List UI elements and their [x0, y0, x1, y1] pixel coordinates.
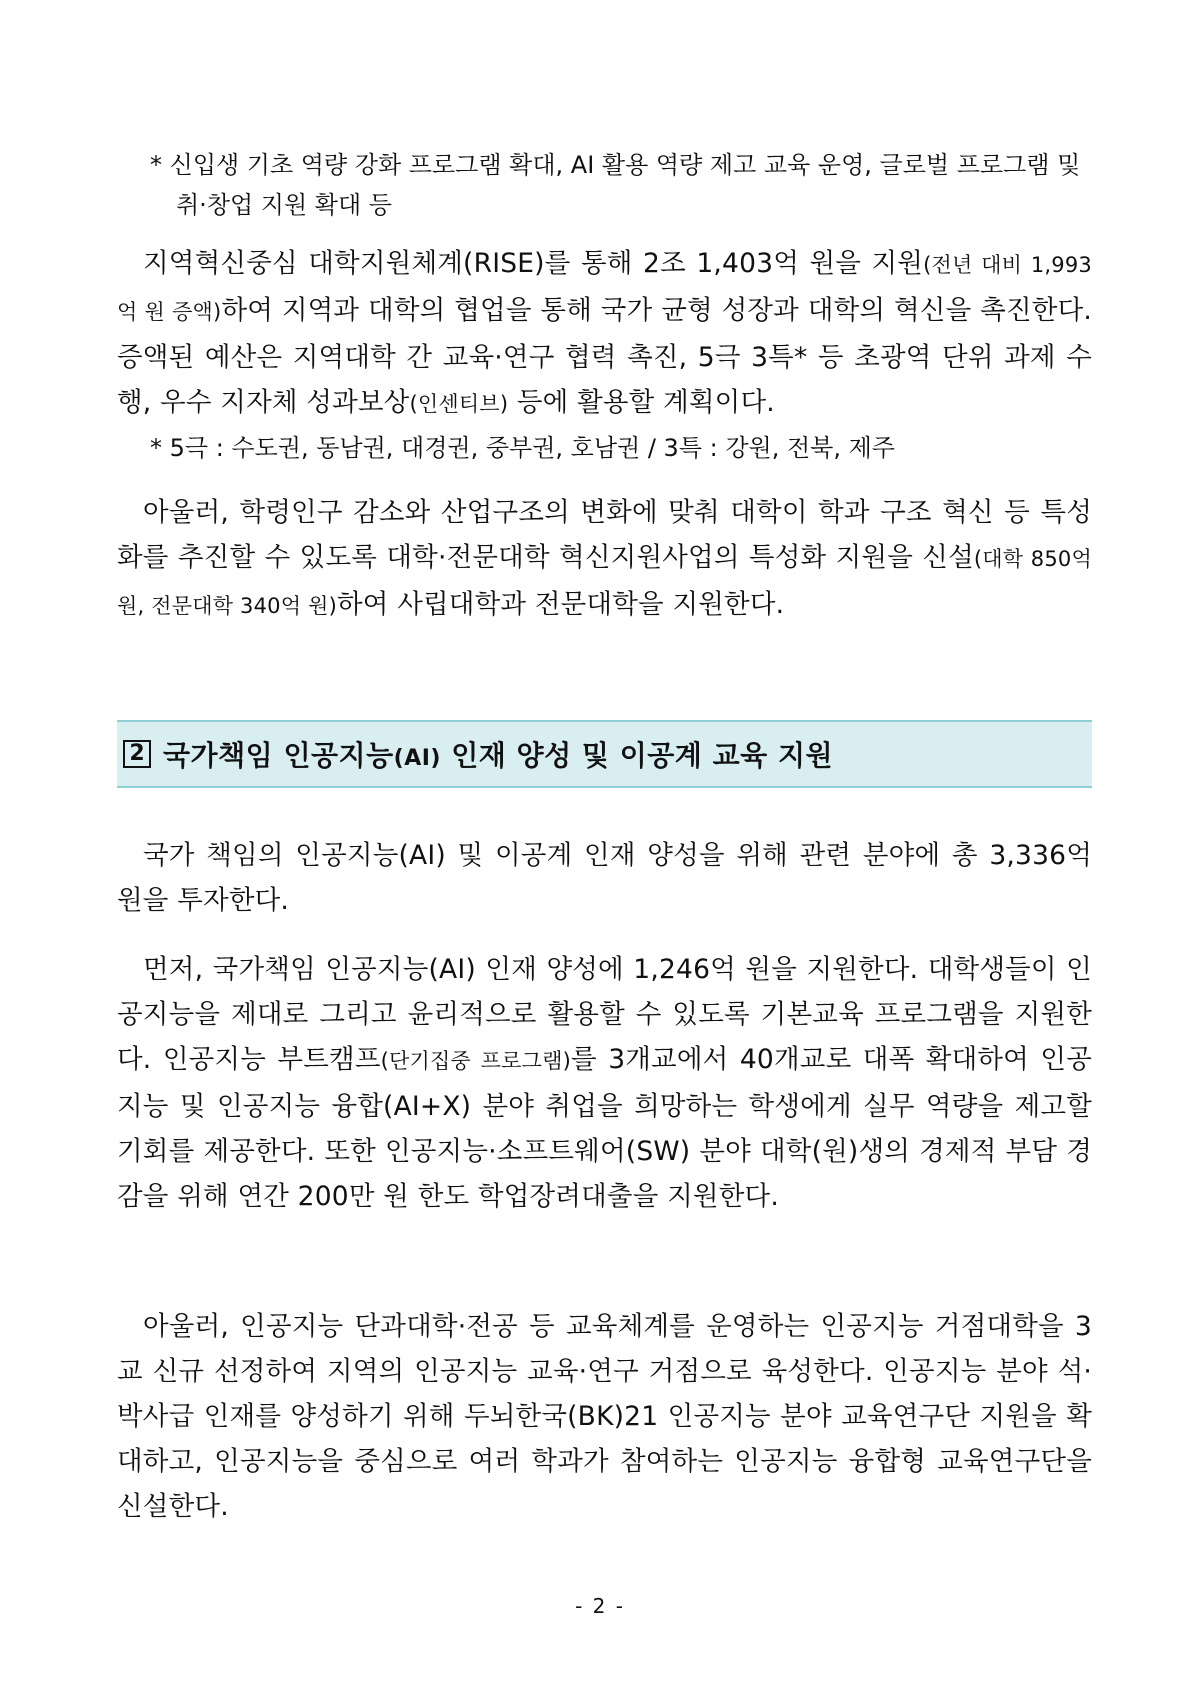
section-title	[163, 734, 833, 774]
rise-text-3: 하여 지역과 대학의 협업을 통해 국가 균형 성장과 대학의 혁신을 촉진한다. 증액된 예산은 지역대학 간 교육·연구 협력 촉진, 5극 3특* 등 초광역 단위 과제 수행, 우수 지자체 성과보상	[117, 295, 1092, 418]
paragraph-investment: 국가 책임의 인공지능(AI) 및 이공계 인재 양성을 위해 관련 분야에 총 3,336억 원을 투자한다.	[117, 840, 1092, 916]
rise-text-5: 등에 활용할 계획이다.	[508, 387, 775, 418]
section-header	[117, 720, 1092, 788]
footnote-regions: * 5극 : 수도권, 동남권, 대경권, 중부권, 호남권 / 3특 : 강원, 전북, 제주	[150, 434, 895, 462]
page-number: - 2 -	[575, 1594, 625, 1618]
paragraph-hub-universities: 아울러, 인공지능 단과대학·전공 등 교육체계를 운영하는 인공지능 거점대학을 3교 신규 선정하여 지역의 인공지능 교육·연구 거점으로 육성한다. 인공지능 분야 석·박사급 인재를 양성하기 위해 두뇌한국(BK)21 인공지능 분야 교육연구단 지원을 확대하고, 인공지능을 중심으로 여러 학과가 참여하는 인공지능 융합형 교육연구단을 신설한다.	[117, 1311, 1092, 1522]
ai-text-1: 먼저, 국가책임 인공지능(AI) 인재 양성에 1,246억 원을 지원한다. 대학생들이 인공지능을 제대로 그리고 윤리적으로 활용할 수 있도록 기본교육 프로그램을 지원한다. 인공지능 부트캠프	[117, 954, 1092, 1075]
ai-text-3: 를 3개교에서 40개교로 대폭 확대하여 인공지능 및 인공지능 융합(AI+X) 분야 취업을 희망하는 학생에게 실무 역량을 제고할 기회를 제공한다. 또한 인공지능·소프트웨어(SW) 분야 대학(원)생의 경제적 부담 경감을 위해 연간 200만 원 한도 학업장려대출을 지원한다.	[117, 1044, 1092, 1212]
spec-text-3: 하여 사립대학과 전문대학을 지원한다.	[336, 589, 785, 620]
paragraph-rise	[117, 241, 1092, 427]
section-number-box: 2	[123, 740, 151, 768]
rise-text-2: (전년 대비 1,993억 원 증액)	[117, 253, 1092, 324]
paragraph-ai-talent	[117, 947, 1092, 1219]
ai-text-2: (단기집중 프로그램)	[380, 1049, 571, 1073]
section-title-1: 국가책임 인공지능	[163, 739, 394, 772]
rise-text-4: (인센티브)	[409, 392, 509, 416]
footnote-programs: * 신입생 기초 역량 강화 프로그램 확대, AI 활용 역량 제고 교육 운영, 글로벌 프로그램 및 취·창업 지원 확대 등	[150, 151, 1081, 219]
spec-text-2: (대학 850억 원, 전문대학 340억 원)	[117, 547, 1092, 618]
paragraph-specialization	[117, 490, 1092, 629]
spec-text-1: 아울러, 학령인구 감소와 산업구조의 변화에 맞춰 대학이 학과 구조 혁신 등 특성화를 추진할 수 있도록 대학·전문대학 혁신지원사업의 특성화 지원을 신설	[117, 497, 1092, 573]
section-title-3: 인재 양성 및 이공계 교육 지원	[440, 739, 834, 772]
rise-text-1: 지역혁신중심 대학지원체계(RISE)를 통해 2조 1,403억 원을 지원	[143, 248, 924, 279]
section-title-2: (AI)	[393, 746, 441, 771]
